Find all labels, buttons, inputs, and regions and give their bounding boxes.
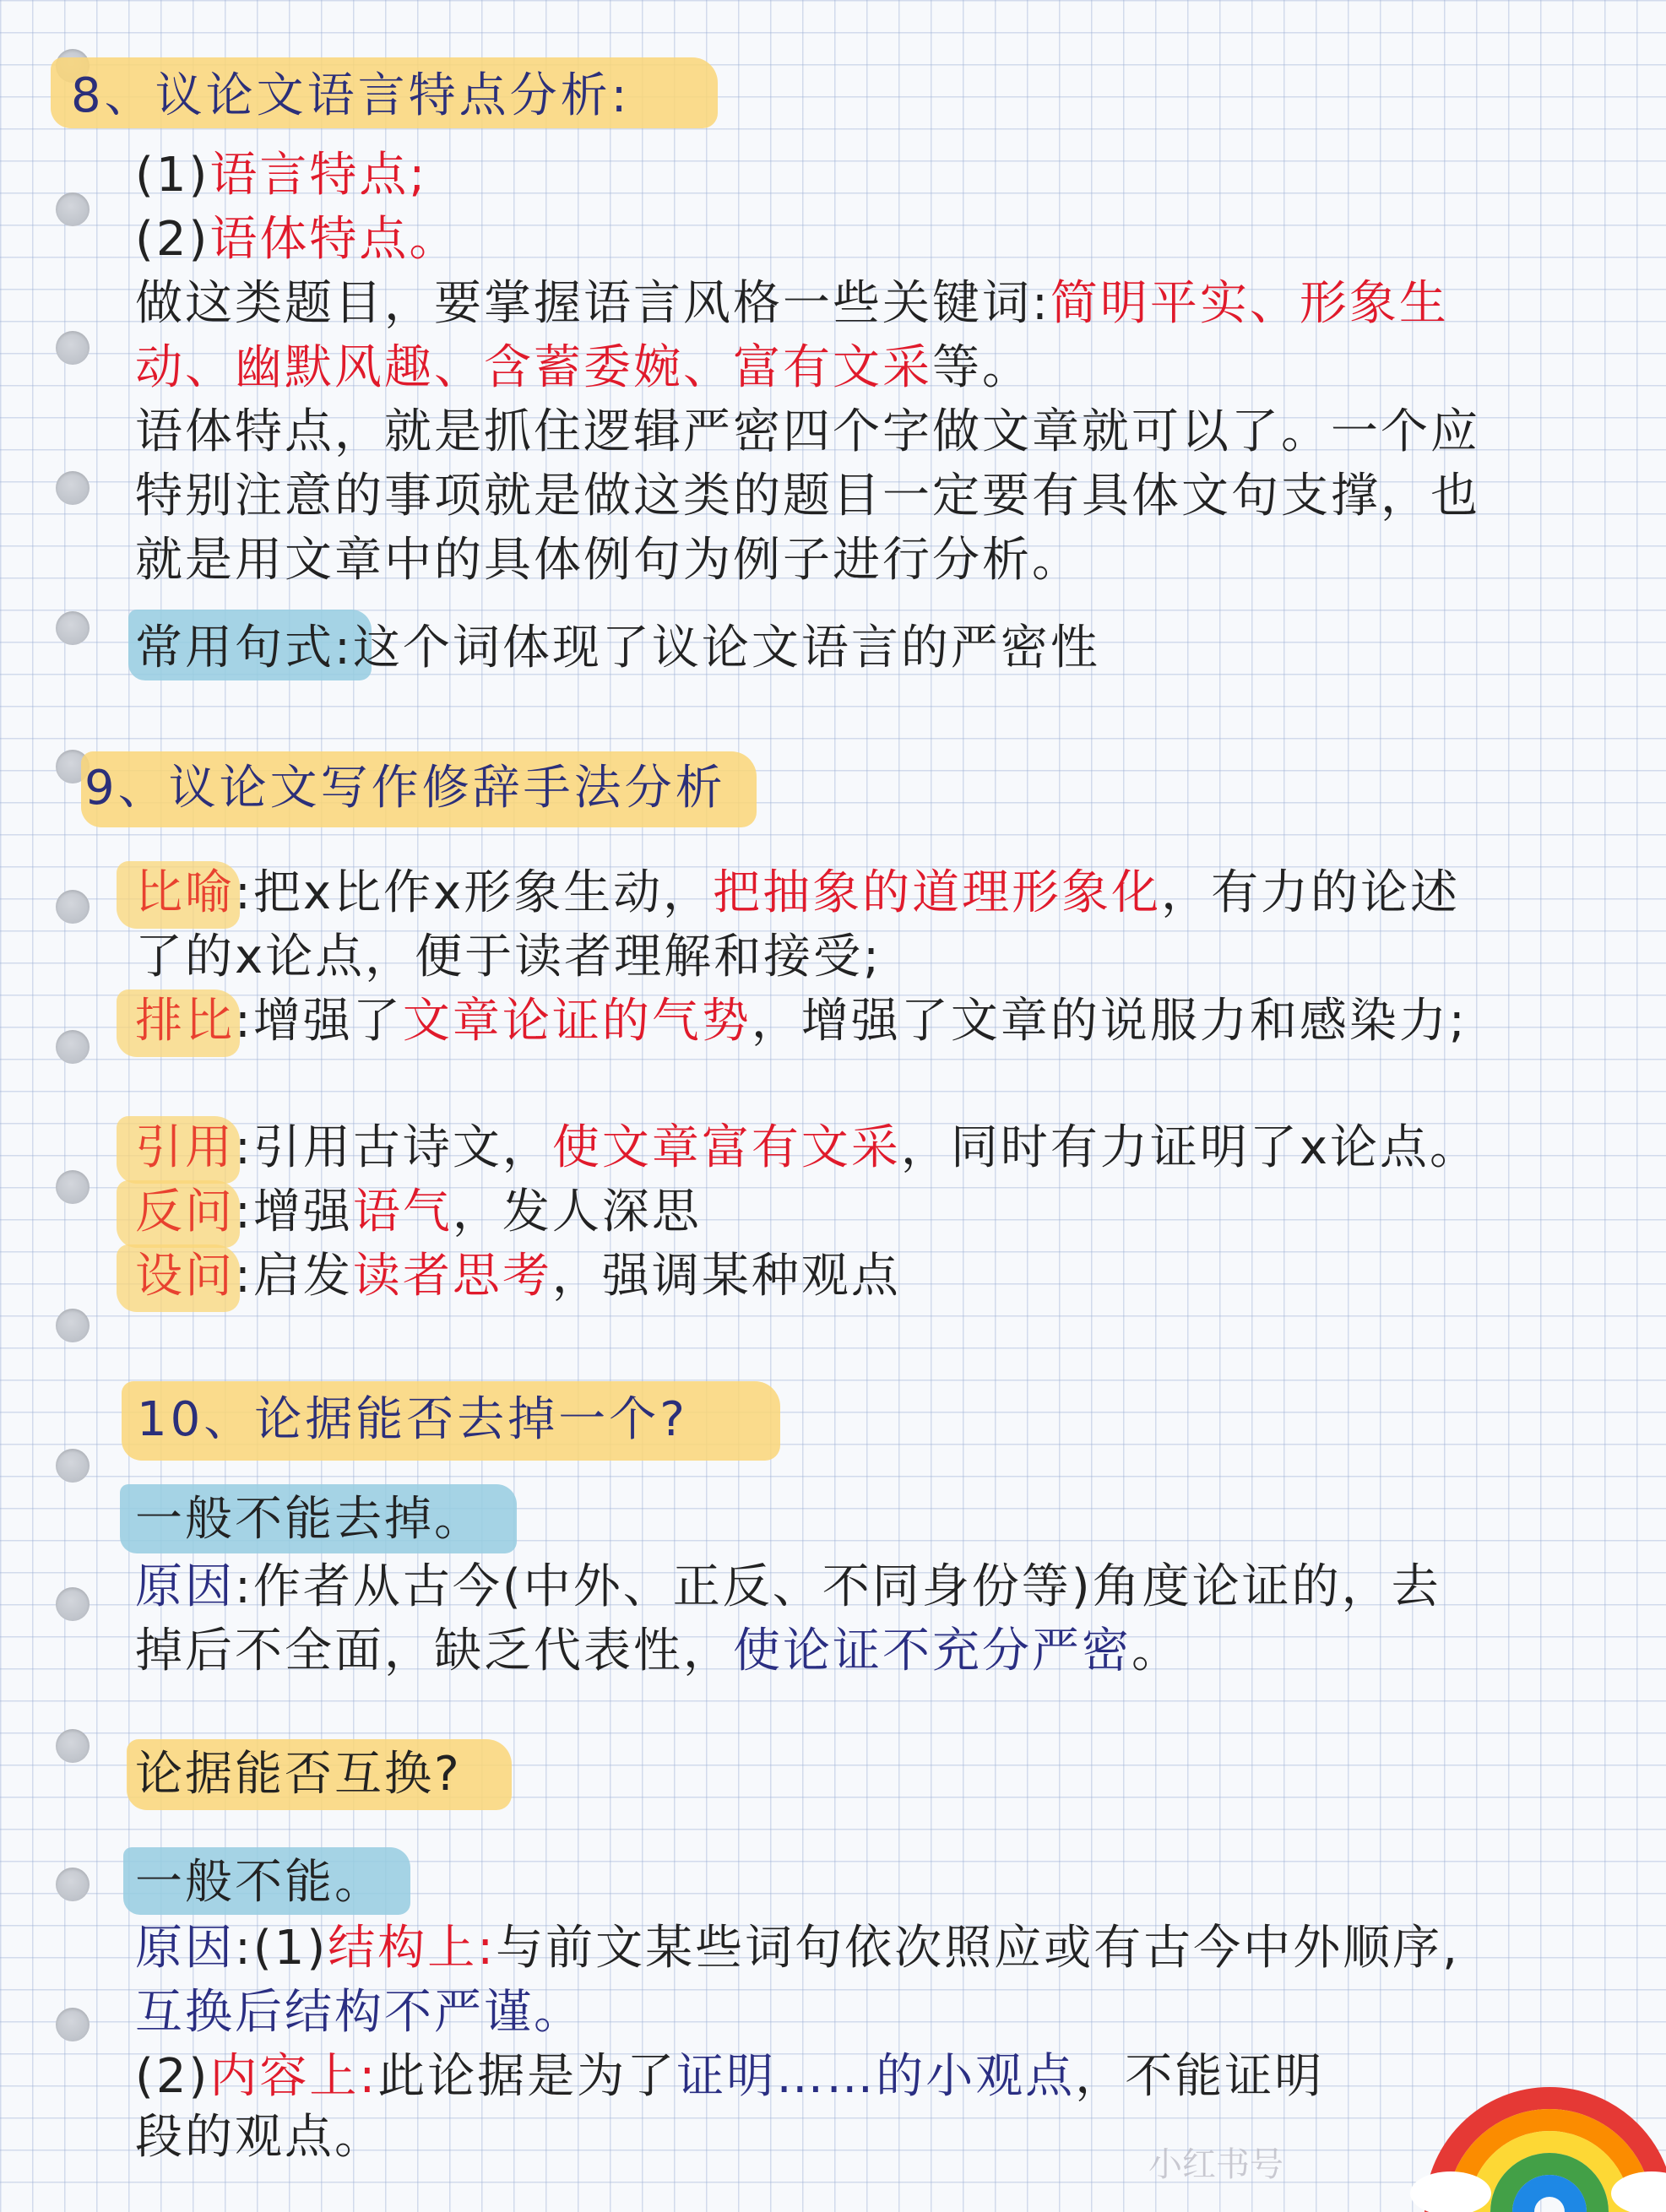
binder-hole [56, 1309, 90, 1342]
quote-line: 引用:引用古诗文，使文章富有文采，同时有力证明了x论点。 [135, 1120, 1480, 1175]
watermark: 小红书号 [1148, 2145, 1283, 2184]
binder-hole [56, 1449, 90, 1483]
binder-hole [56, 331, 90, 365]
binder-hole [56, 890, 90, 924]
binder-hole [56, 1587, 90, 1621]
paragraph-line: 动、幽默风趣、含蓄委婉、富有文采等。 [135, 340, 1032, 395]
binder-hole [56, 192, 90, 226]
paragraph-line: 特别注意的事项就是做这类的题目一定要有具体文句支撑，也 [135, 469, 1480, 523]
parallel-line: 排比:增强了文章论证的气势，增强了文章的说服力和感染力; [135, 994, 1468, 1049]
common-phrase-line: 常用句式:这个词体现了议论文语言的严密性 [135, 621, 1100, 675]
reason-line: 原因:作者从古今(中外、正反、不同身份等)角度论证的，去 [135, 1559, 1441, 1614]
reason-line: 掉后不全面，缺乏代表性，使论证不充分严密。 [135, 1624, 1181, 1678]
reason-line: 互换后结构不严谨。 [135, 1985, 583, 2040]
metaphor-line: 比喻:把x比作x形象生动，把抽象的道理形象化，有力的论述 [135, 865, 1461, 920]
metaphor-line: 了的x论点，便于读者理解和接受; [135, 930, 882, 984]
answer-line: 一般不能去掉。 [135, 1492, 484, 1547]
rainbow-icon [1410, 1992, 1666, 2212]
binder-hole [56, 611, 90, 645]
binder-hole [56, 2008, 90, 2041]
reason-line: 原因:(1)结构上:与前文某些词句依次照应或有古今中外顺序, [135, 1921, 1460, 1976]
answer-line: 一般不能。 [135, 1855, 384, 1910]
rhetorical-line: 反问:增强语气，发人深思 [135, 1185, 702, 1239]
set-question-line: 设问:启发读者思考，强调某种观点 [135, 1249, 901, 1304]
binder-hole [56, 471, 90, 505]
binder-hole [56, 1868, 90, 1901]
section-10-title: 10、论据能否去掉一个? [137, 1392, 688, 1447]
paragraph-line: 就是用文章中的具体例句为例子进行分析。 [135, 533, 1082, 588]
paragraph-line: 语体特点，就是抓住逻辑严密四个字做文章就可以了。一个应 [135, 404, 1480, 459]
binder-hole [56, 1030, 90, 1064]
subsection-title: 论据能否互换? [135, 1747, 462, 1802]
section-9-title: 9、议论文写作修辞手法分析 [84, 761, 726, 816]
binder-hole [56, 1170, 90, 1204]
list-item-2: (2)语体特点。 [135, 212, 459, 267]
list-item-1: (1)语言特点; [135, 148, 428, 203]
reason-line: 段的观点。 [135, 2110, 384, 2165]
reason-line: (2)内容上:此论据是为了证明……的小观点，不能证明 [135, 2049, 1325, 2104]
paragraph-line: 做这类题目，要掌握语言风格一些关键词:简明平实、形象生 [135, 276, 1449, 331]
binder-hole [56, 1729, 90, 1763]
section-8-title: 8、议论文语言特点分析: [71, 68, 631, 123]
